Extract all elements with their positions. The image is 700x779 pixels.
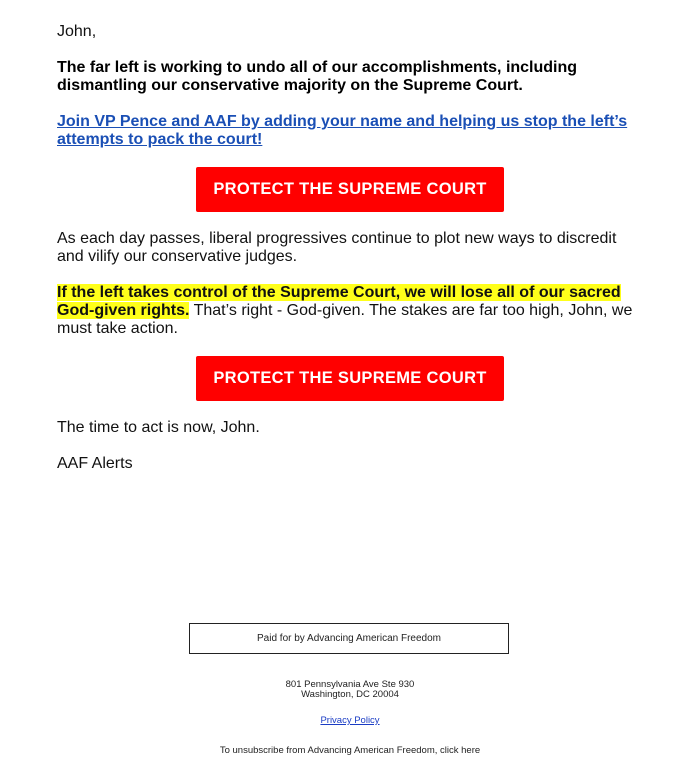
unsubscribe-text[interactable]: To unsubscribe from Advancing American Freedom, click here xyxy=(219,745,481,756)
protect-court-button-primary[interactable]: PROTECT THE SUPREME COURT xyxy=(196,167,504,212)
highlighted-text: If the left takes control of the Supreme Court, we will lose all of our sacred God-given rights. xyxy=(57,284,621,319)
join-link[interactable]: Join VP Pence and AAF by adding your name and helping us stop the left’s attempts to pack the court! xyxy=(57,113,628,148)
intro-bold-paragraph: The far left is working to undo all of our accomplishments, including dismantling our conservative majority on the Supreme Court. xyxy=(57,59,578,94)
protect-court-button-secondary[interactable]: PROTECT THE SUPREME COURT xyxy=(196,356,504,401)
join-paragraph xyxy=(57,113,647,149)
signature: AAF Alerts xyxy=(57,455,133,472)
rights-followup-text: That’s right - God-given. The stakes are far too high, John, we must take action. xyxy=(57,302,633,337)
greeting: John, xyxy=(57,23,97,40)
address-line-1: 801 Pennsylvania Ave Ste 930 xyxy=(285,679,415,690)
paid-for-box: Paid for by Advancing American Freedom xyxy=(189,623,509,654)
privacy-container xyxy=(150,715,550,726)
address-line-2: Washington, DC 20004 xyxy=(301,689,399,700)
closing-line: The time to act is now, John. xyxy=(57,419,260,436)
mailing-address xyxy=(150,680,550,700)
progressives-paragraph: As each day passes, liberal progressives continue to plot new ways to discredit and vilify our conservative judges. xyxy=(57,230,617,265)
rights-paragraph xyxy=(57,284,647,338)
privacy-policy-link[interactable]: Privacy Policy xyxy=(320,715,380,726)
